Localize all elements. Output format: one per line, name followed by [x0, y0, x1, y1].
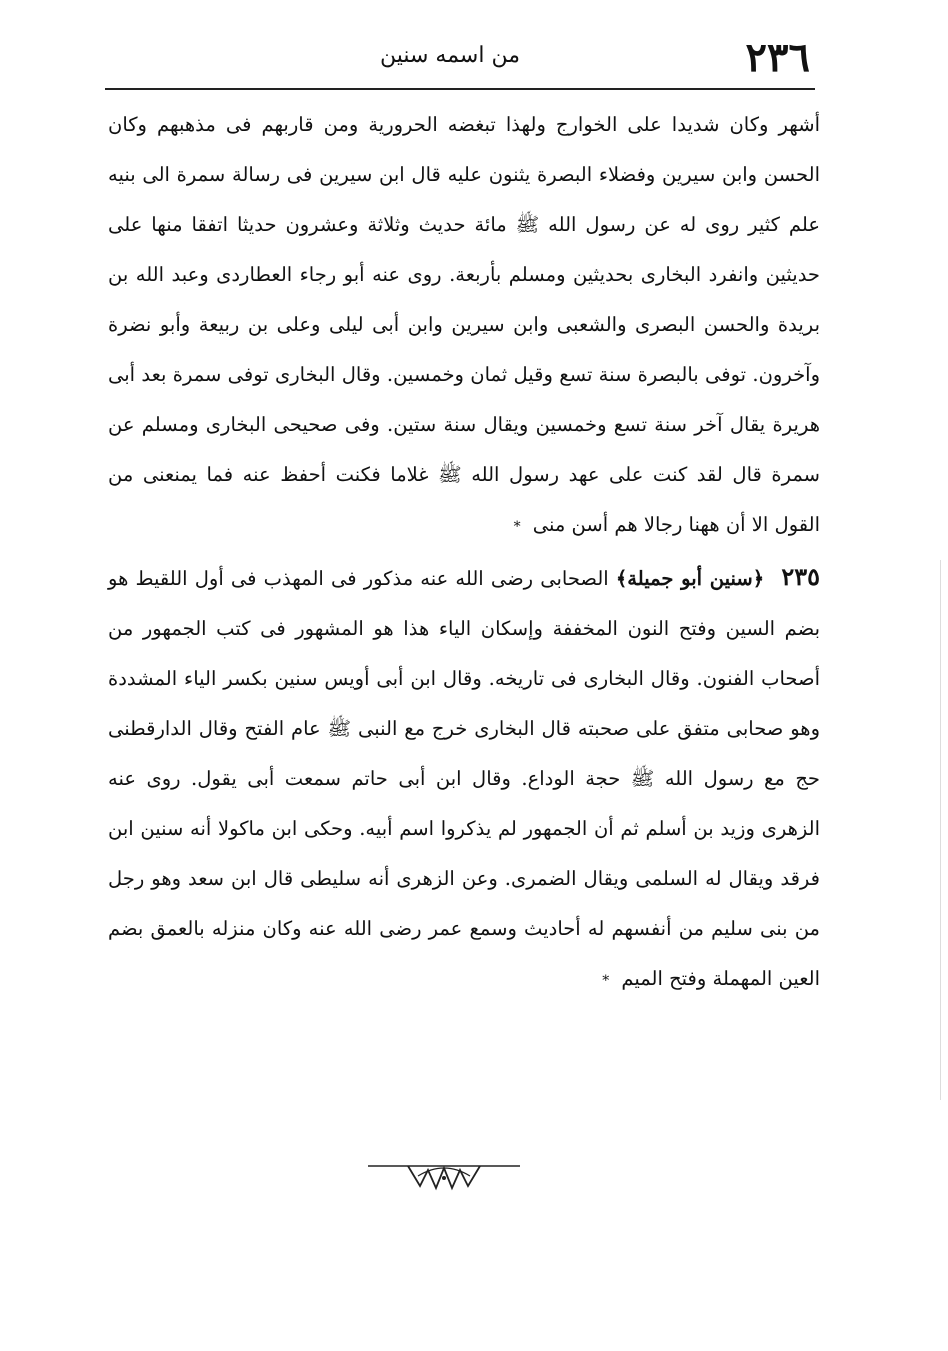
page-header	[105, 30, 810, 86]
entry-number: ٢٣٥	[781, 562, 821, 591]
end-mark: *	[513, 519, 521, 535]
paragraph-text: أشهر وكان شديدا على الخوارج ولهذا تبغضه الحرورية ومن قاربهم فى مذهبهم وكان الحسن وابن سيرين وفضلاء البصرة يثنون عليه قال ابن سيرين فى رسالة سمرة الى بنيه علم كثير روى له عن رسول الله ﷺ مائة حديث وثلاثة وعشرون حديثا اتفقا منها على حديثين وانفرد البخارى بحديثين ومسلم بأربعة. روى عنه أبو رجاء العطاردى وعبد الله بن بريدة والحسن البصرى والشعبى وابن سيرين وابن أبى ليلى وعلى بن ربيعة وأبو نضرة وآخرون. توفى بالبصرة سنة تسع وقيل ثمان وخمسين. وقال البخارى توفى سمرة بعد أبى هريرة يقال آخر سنة تسع وخمسين ويقال سنة ستين. وفى صحيحى البخارى ومسلم عن سمرة قال لقد كنت على عهد رسول الله ﷺ غلاما فكنت أحفظ عنه فما يمنعنى من القول الا أن ههنا رجالا هم أسن منى	[108, 113, 820, 536]
main-text	[108, 100, 820, 1006]
end-ornament-icon	[368, 1156, 520, 1192]
paragraph-sunayn-entry	[108, 552, 820, 1006]
header-rule	[105, 88, 815, 90]
scan-margin-line	[940, 560, 941, 1100]
entry-heading: ﴿سنين أبو جميلة﴾	[615, 567, 765, 590]
paragraph-text: الصحابى رضى الله عنه مذكور فى المهذب فى أول اللقيط هو بضم السين وفتح النون المخففة وإسكان الياء هذا هو المشهور فى كتب الجمهور من أصحاب الفنون. وقال البخارى فى تاريخه. وقال ابن أبى أويس سنين بكسر الياء المشددة وهو صحابى متفق على صحبته قال البخارى خرج مع النبى ﷺ عام الفتح وقال الدارقطنى حج مع رسول الله ﷺ حجة الوداع. وقال ابن أبى حاتم سمعت أبى يقول. روى عنه الزهرى وزيد بن أسلم ثم أن الجمهور لم يذكروا اسم أبيه. وحكى ابن ماكولا أنه سنين ابن فرقد ويقال له السلمى ويقال الضمرى. وعن الزهرى أنه سليطى قال ابن سعد وهو رجل من بنى سليم من أنفسهم له أحاديث وسمع عمر رضى الله عنه وكان منزله بالعمق بضم العين المهملة وفتح الميم	[108, 567, 820, 990]
page-number: ٢٣٦	[745, 34, 810, 81]
end-mark: *	[602, 973, 610, 989]
paragraph-samura	[108, 100, 820, 552]
running-title: من اسمه سنين	[379, 43, 520, 68]
